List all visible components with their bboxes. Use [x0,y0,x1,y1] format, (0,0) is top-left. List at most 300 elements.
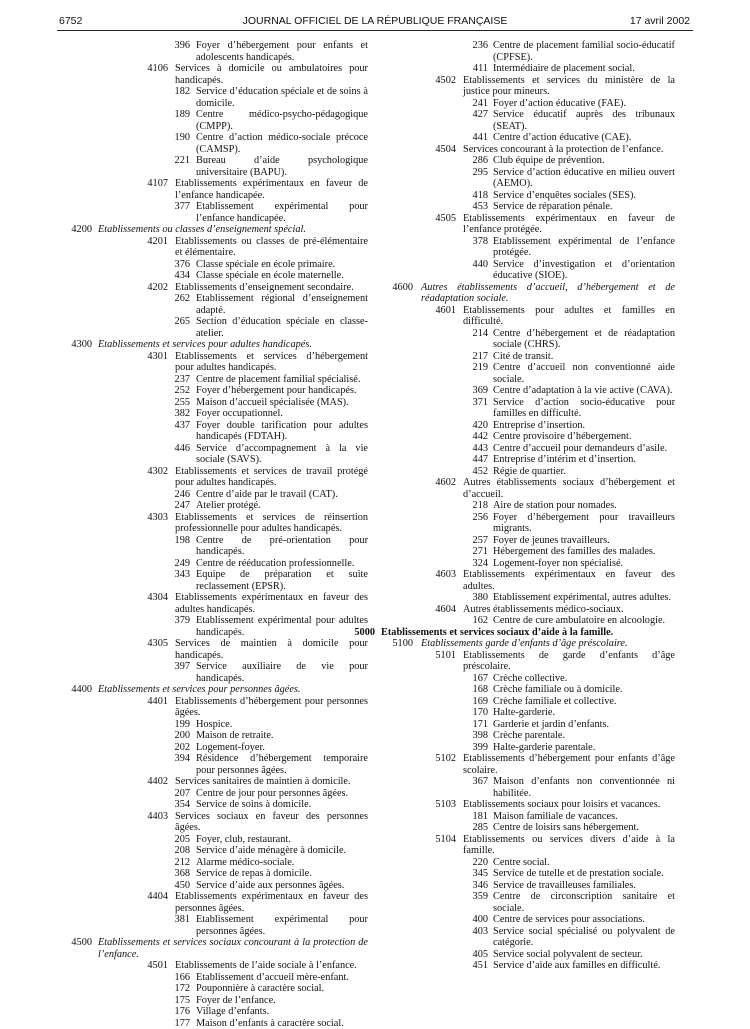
entry-text: Etablissements ou classes d’enseignement spécial. [98,224,306,235]
entry-text: Centre de rééducation professionnelle. [196,558,354,569]
entry-text: Service de soins à domicile. [196,799,311,810]
entry-code: 4500 [52,937,92,949]
entry [86,178,368,201]
entry-code: 217 [446,351,488,363]
entry-text: Centre de services pour associations. [493,914,645,925]
entry [383,362,675,385]
entry-code: 176 [149,1006,190,1018]
entry [86,535,368,558]
entry-code: 427 [446,109,488,121]
entry-text: Etablissements et services sociaux concourant à la protection de l’enfance. [98,937,368,960]
entry [86,696,368,719]
entry [86,351,368,374]
entry-text: Foyer occupationnel. [196,408,283,419]
header-rule [57,30,693,31]
entry-text: Centre d’hébergement et de réadaptation sociale (CHRS). [493,328,675,351]
entry [86,63,368,86]
entry-text: Etablissements et services du ministère de la justice pour mineurs. [463,75,675,98]
entry-text: Etablissements et services sociaux d’aide à la famille. [381,627,613,638]
entry-code: 420 [446,420,488,432]
entry-text: Services concourant à la protection de l’enfance. [463,144,663,155]
entry-code: 198 [149,535,190,547]
entry [86,972,368,984]
entry [86,730,368,742]
entry-code: 380 [446,592,488,604]
entry-code: 359 [446,891,488,903]
entry-code: 4600 [381,282,413,294]
entry [86,799,368,811]
entry-code: 369 [446,385,488,397]
entry [383,351,675,363]
entry-code: 171 [446,719,488,731]
entry [86,385,368,397]
entry-text: Etablissements garde d’enfants d’âge préscolaire. [421,638,628,649]
entry-code: 434 [149,270,190,282]
entry-text: Etablissements et services de réinsertion professionnelle pour adultes handicapés. [175,512,368,535]
entry [383,109,675,132]
entry-text: Centre d’accueil pour demandeurs d’asile. [493,443,667,454]
entry-text: Etablissement expérimental pour l’enfance handicapée. [196,201,368,224]
entry-code: 162 [446,615,488,627]
entry-text: Halte-garderie. [493,707,555,718]
entry [381,638,675,650]
entry [383,535,675,547]
entry-text: Service d’aide ménagère à domicile. [196,845,346,856]
entry-code: 221 [149,155,190,167]
entry-code: 256 [446,512,488,524]
entry-text: Etablissements expérimentaux en faveur de l’enfance protégée. [463,213,675,236]
publication-date: 17 avril 2002 [630,15,690,27]
entry-code: 219 [446,362,488,374]
entry [86,397,368,409]
entry-code: 440 [446,259,488,271]
entry [383,880,675,892]
entry-code: 371 [446,397,488,409]
entry-text: Foyer double tarification pour adultes handicapés (FDTAH). [196,420,368,443]
entry [86,109,368,132]
entry [86,500,368,512]
entry-code: 5000 [341,627,375,639]
entry-code: 453 [446,201,488,213]
entry-text: Classe spéciale en école maternelle. [196,270,344,281]
entry [86,880,368,892]
entry [383,420,675,432]
entry-text: Service d’aide aux personnes âgées. [196,880,344,891]
entry-text: Foyer d’hébergement pour enfants et adolescents handicapés. [196,40,368,63]
entry-text: Foyer d’action éducative (FAE). [493,98,626,109]
entry-text: Etablissement expérimental de l’enfance protégée. [493,236,675,259]
entry-code: 4302 [128,466,168,478]
entry [383,799,675,811]
entry [383,822,675,834]
entry-text: Service de réparation pénale. [493,201,613,212]
entry-code: 4201 [128,236,168,248]
entry-code: 400 [446,914,488,926]
entry-text: Service social spécialisé ou polyvalent de catégorie. [493,926,675,949]
entry-code: 411 [446,63,488,75]
entry-text: Centre médico-psycho-pédagogique (CMPP). [196,109,368,132]
entry-code: 190 [149,132,190,144]
entry [86,845,368,857]
entry [86,293,368,316]
entry [86,443,368,466]
entry [383,696,675,708]
entry-code: 376 [149,259,190,271]
entry [383,730,675,742]
entry-code: 4505 [413,213,456,225]
entry [86,259,368,271]
entry-code: 199 [149,719,190,731]
entry-code: 396 [149,40,190,52]
entry-text: Section d’éducation spéciale en classe-atelier. [196,316,368,339]
entry-code: 345 [446,868,488,880]
entry-text: Crèche familiale ou à domicile. [493,684,623,695]
entry-code: 4502 [413,75,456,87]
entry-code: 4304 [128,592,168,604]
entry-text: Etablissements expérimentaux en faveur de l’enfance handicapée. [175,178,368,201]
entry-code: 255 [149,397,190,409]
entry-code: 377 [149,201,190,213]
entry-code: 379 [149,615,190,627]
entry-text: Centre de placement familial socio-éducatif (CPFSE). [493,40,675,63]
entry-code: 214 [446,328,488,340]
entry-code: 398 [446,730,488,742]
entry-code: 166 [149,972,190,984]
entry [52,684,368,696]
entry-code: 4106 [128,63,168,75]
entry-code: 218 [446,500,488,512]
entry [383,132,675,144]
entry-code: 4303 [128,512,168,524]
entry-text: Maison d’enfants non conventionnée ni habilitée. [493,776,675,799]
entry-text: Etablissements expérimentaux en faveur des adultes. [463,569,675,592]
entry-code: 378 [446,236,488,248]
entry-code: 4403 [128,811,168,823]
entry-text: Etablissements et services pour adultes handicapés. [98,339,312,350]
entry-text: Centre de circonscription sanitaire et sociale. [493,891,675,914]
entry [383,868,675,880]
entry [383,707,675,719]
entry [383,673,675,685]
entry [86,788,368,800]
entry-text: Foyer d’hébergement pour handicapés. [196,385,357,396]
entry [383,857,675,869]
entry-text: Maison de retraite. [196,730,273,741]
entry [86,420,368,443]
entry [383,454,675,466]
entry-text: Service éducatif auprès des tribunaux (SEAT). [493,109,675,132]
entry [86,1006,368,1018]
entry-code: 5103 [413,799,456,811]
entry [86,201,368,224]
entry-code: 172 [149,983,190,995]
entry-code: 208 [149,845,190,857]
entry-text: Atelier protégé. [196,500,261,511]
entry-code: 397 [149,661,190,673]
entry-text: Etablissements et services d’hébergement pour adultes handicapés. [175,351,368,374]
entry [383,949,675,961]
entry [52,339,368,351]
entry [383,431,675,443]
entry [86,960,368,972]
entry-text: Service d’action éducative en milieu ouvert (AEMO). [493,167,675,190]
entry [86,1018,368,1029]
entry [383,650,675,673]
entry-code: 4602 [413,477,456,489]
entry-text: Service de travailleuses familiales. [493,880,636,891]
entry-code: 5104 [413,834,456,846]
entry-text: Centre provisoire d’hébergement. [493,431,632,442]
entry-code: 4501 [128,960,168,972]
entry [86,282,368,294]
entry-code: 252 [149,385,190,397]
entry-code: 451 [446,960,488,972]
entry-text: Etablissement d’accueil mère-enfant. [196,972,349,983]
entry-code: 236 [446,40,488,52]
entry-text: Bureau d’aide psychologique universitaire (BAPU). [196,155,368,178]
entry-text: Autres établissements sociaux d’hébergement et d’accueil. [463,477,675,500]
entry [383,834,675,857]
entry-code: 4601 [413,305,456,317]
entry [383,776,675,799]
entry-text: Centre d’accueil non conventionné aide sociale. [493,362,675,385]
entry-code: 394 [149,753,190,765]
entry-text: Centre d’action médico-sociale précoce (CAMSP). [196,132,368,155]
entry-text: Entreprise d’intérim et d’insertion. [493,454,636,465]
entry-code: 418 [446,190,488,202]
entry-text: Service d’action socio-éducative pour familles en difficulté. [493,397,675,420]
entry [383,615,675,627]
entry-text: Autres établissements médico-sociaux. [463,604,623,615]
entry [383,75,675,98]
entry-text: Pouponnière à caractère social. [196,983,324,994]
entry-text: Etablissements expérimentaux en faveur des adultes handicapés. [175,592,368,615]
entry-text: Equipe de préparation et suite reclassement (EPSR). [196,569,368,592]
entry [52,937,368,960]
entry [383,167,675,190]
entry [86,811,368,834]
entry [383,40,675,63]
entry-text: Etablissement expérimental, autres adultes. [493,592,671,603]
entry [86,40,368,63]
entry-text: Crèche collective. [493,673,567,684]
entry-text: Etablissements d’enseignement secondaire. [175,282,354,293]
entry [86,753,368,776]
entry [383,466,675,478]
entry-text: Autres établissements d’accueil, d’hébergement et de réadaptation sociale. [421,282,675,305]
entry-text: Etablissements sociaux pour loisirs et vacances. [463,799,660,810]
entry [383,569,675,592]
entry-code: 4603 [413,569,456,581]
entry-text: Etablissement régional d’enseignement adapté. [196,293,368,316]
entry-code: 4301 [128,351,168,363]
entry-code: 4202 [128,282,168,294]
right-column [383,40,675,972]
entry-text: Intermédiaire de placement social. [493,63,635,74]
entry-code: 189 [149,109,190,121]
entry [52,224,368,236]
entry-code: 295 [446,167,488,179]
entry [383,201,675,213]
entry-text: Centre d’aide par le travail (CAT). [196,489,338,500]
entry-code: 399 [446,742,488,754]
entry-text: Maison familiale de vacances. [493,811,618,822]
entry-code: 200 [149,730,190,742]
entry [86,719,368,731]
entry [383,742,675,754]
entry-text: Centre de loisirs sans hébergement. [493,822,639,833]
entry-code: 442 [446,431,488,443]
entry-code: 343 [149,569,190,581]
entry [86,914,368,937]
entry [383,512,675,535]
entry-code: 170 [446,707,488,719]
entry-code: 437 [149,420,190,432]
page-number: 6752 [59,15,82,27]
entry-text: Service d’investigation et d’orientation éducative (SIOE). [493,259,675,282]
entry-text: Centre de pré-orientation pour handicapés. [196,535,368,558]
entry [86,86,368,109]
entry-code: 354 [149,799,190,811]
entry-code: 168 [446,684,488,696]
entry-text: Etablissements et services de travail protégé pour adultes handicapés. [175,466,368,489]
entry [383,259,675,282]
entry-code: 177 [149,1018,190,1029]
entry-text: Services sociaux en faveur des personnes âgées. [175,811,368,834]
entry-text: Résidence d’hébergement temporaire pour personnes âgées. [196,753,368,776]
entry-text: Foyer de jeunes travailleurs. [493,535,610,546]
entry-code: 4300 [52,339,92,351]
entry-code: 285 [446,822,488,834]
entry [86,776,368,788]
entry [86,742,368,754]
entry-text: Régie de quartier. [493,466,566,477]
entry [86,558,368,570]
entry-text: Centre de placement familial spécialisé. [196,374,360,385]
entry-code: 4404 [128,891,168,903]
entry [383,236,675,259]
entry [383,546,675,558]
entry-text: Hébergement des familles des malades. [493,546,656,557]
entry-text: Service d’aide aux familles en difficulté. [493,960,660,971]
entry [383,500,675,512]
entry-text: Service de repas à domicile. [196,868,312,879]
entry-text: Foyer, club, restaurant. [196,834,291,845]
entry-text: Classe spéciale en école primaire. [196,259,335,270]
entry [383,155,675,167]
entry-text: Centre d’action éducative (CAE). [493,132,631,143]
entry [86,995,368,1007]
entry [383,811,675,823]
entry [341,627,675,639]
entry [383,592,675,604]
entry-code: 381 [149,914,190,926]
entry-code: 447 [446,454,488,466]
entry-text: Hospice. [196,719,232,730]
entry [86,374,368,386]
entry-text: Centre social. [493,857,550,868]
entry-code: 237 [149,374,190,386]
entry-code: 450 [149,880,190,892]
entry-code: 382 [149,408,190,420]
entry-text: Centre de cure ambulatoire en alcoologie. [493,615,665,626]
entry-text: Logement-foyer. [196,742,265,753]
entry [383,63,675,75]
entry [86,512,368,535]
entry [86,132,368,155]
entry-code: 4604 [413,604,456,616]
entry-text: Crèche familiale et collective. [493,696,617,707]
entry-code: 241 [446,98,488,110]
entry [383,477,675,500]
entry-code: 441 [446,132,488,144]
entry [383,719,675,731]
entry-text: Etablissements d’hébergement pour personnes âgées. [175,696,368,719]
entry [86,857,368,869]
entry [86,834,368,846]
entry-text: Centre de jour pour personnes âgées. [196,788,348,799]
entry-code: 4400 [52,684,92,696]
entry [383,443,675,455]
entry-text: Etablissement expérimental pour personnes âgées. [196,914,368,937]
entry [383,753,675,776]
entry-code: 220 [446,857,488,869]
entry [383,558,675,570]
entry-text: Services à domicile ou ambulatoires pour handicapés. [175,63,368,86]
entry-text: Alarme médico-sociale. [196,857,294,868]
entry [86,615,368,638]
entry [383,684,675,696]
entry-text: Etablissements de l’aide sociale à l’enfance. [175,960,357,971]
entry [383,213,675,236]
entry-text: Etablissement expérimental pour adultes handicapés. [196,615,368,638]
entry-text: Service d’enquêtes sociales (SES). [493,190,636,201]
entry [383,960,675,972]
entry [86,638,368,661]
entry [383,397,675,420]
entry-text: Aire de station pour nomades. [493,500,617,511]
entry-text: Logement-foyer non spécialisé. [493,558,623,569]
entry-code: 205 [149,834,190,846]
entry-code: 265 [149,316,190,328]
entry-text: Crèche parentale. [493,730,565,741]
entry-code: 5100 [381,638,413,650]
entry [383,604,675,616]
entry-code: 207 [149,788,190,800]
entry-code: 212 [149,857,190,869]
entry-code: 249 [149,558,190,570]
entry-code: 5102 [413,753,456,765]
entry [86,983,368,995]
entry-text: Etablissements et services pour personnes âgées. [98,684,300,695]
entry-code: 257 [446,535,488,547]
entry-code: 167 [446,673,488,685]
entry-text: Garderie et jardin d’enfants. [493,719,609,730]
entry [86,891,368,914]
entry [383,144,675,156]
entry-text: Entreprise d’insertion. [493,420,585,431]
entry-text: Foyer de l’enfance. [196,995,276,1006]
entry-code: 247 [149,500,190,512]
entry-code: 405 [446,949,488,961]
entry-text: Service d’éducation spéciale et de soins à domicile. [196,86,368,109]
entry-code: 367 [446,776,488,788]
entry-text: Service de tutelle et de prestation sociale. [493,868,664,879]
entry-text: Club équipe de prévention. [493,155,605,166]
entry [383,190,675,202]
entry [383,385,675,397]
left-column [86,40,368,1029]
